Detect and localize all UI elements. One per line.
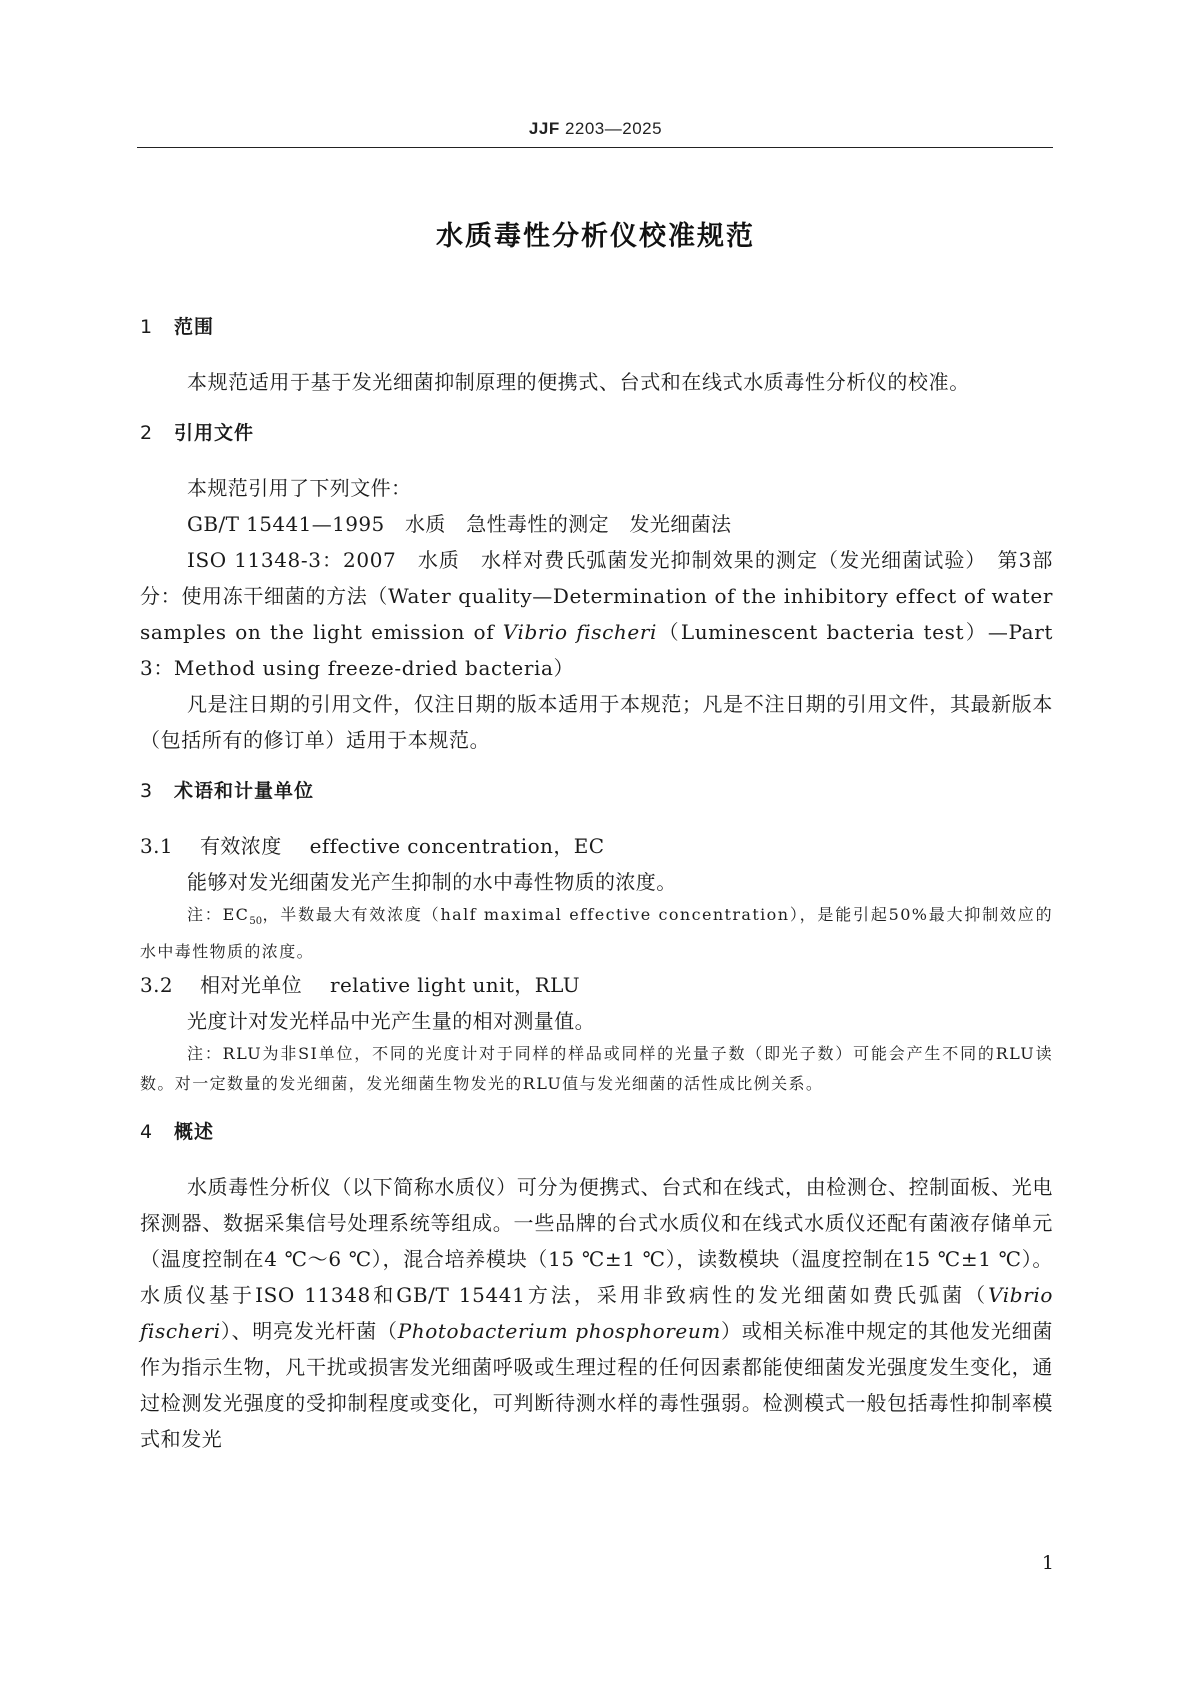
overview-paragraph: 水质毒性分析仪（以下简称水质仪）可分为便携式、台式和在线式，由检测仓、控制面板、光电探测器、数据采集信号处理系统等组成。一些品牌的台式水质仪和在线式水质仪还配有菌液存储单元（温度控制在4 ℃～6 ℃），混合培养模块（15 ℃±1 ℃），读数模块（温度控制在15 ℃±1 ℃）。水质仪基于ISO 11348和GB/T 15441方法，采用非致病性的发光细菌如费氏弧菌（Vibrio fischeri）、明亮发光杆菌（Photobacterium phosphoreum）或相关标准中规定的其他发光细菌作为指示生物，凡干扰或损害发光细菌呼吸或生理过程的任何因素都能使细菌发光强度发生变化，通过检测发光强度的受抑制程度或变化，可判断待测水样的毒性强弱。检测模式一般包括毒性抑制率模式和发光: [140, 1175, 1053, 1452]
species-name: Vibrio fischeri: [502, 620, 657, 644]
term-3-2-definition: 光度计对发光样品中光产生量的相对测量值。: [187, 1009, 595, 1034]
header-rule: [137, 147, 1053, 148]
reference-iso-11348-3: ISO 11348-3：2007 水质 水样对费氏弧菌发光抑制效果的测定（发光细菌试验） 第3部分：使用冻干细菌的方法（Water quality—Determination of the inhibitory effect of water samples on the light emission of Vibrio fischeri（Luminescent bacteria test）—Part 3：Method using freeze-dried bacteria）: [140, 548, 1053, 680]
term-3-2-note: 注：RLU为非SI单位，不同的光度计对于同样的样品或同样的光量子数（即光子数）可能会产生不同的RLU读数。对一定数量的发光细菌，发光细菌生物发光的RLU值与发光细菌的活性成比例关系。: [140, 1044, 1053, 1094]
term-3-1-definition: 能够对发光细菌发光产生抑制的水中毒性物质的浓度。: [187, 870, 677, 894]
references-intro: 本规范引用了下列文件：: [187, 476, 412, 500]
term-3-2: 3.2 相对光单位 relative light unit，RLU: [140, 973, 581, 998]
term-3-1: 3.1 有效浓度 effective concentration，EC: [140, 834, 605, 858]
standard-code-header: [0, 119, 1191, 139]
references-closing: 凡是注日期的引用文件，仅注日期的版本适用于本规范；凡是不注日期的引用文件，其最新版本（包括所有的修订单）适用于本规范。: [140, 692, 1053, 752]
document-title: 水质毒性分析仪校准规范: [436, 221, 755, 252]
section-heading-4: 4 概述: [140, 1121, 215, 1144]
species-name: Vibrio fischeri: [140, 1283, 1053, 1344]
reference-gb-t-15441: GB/T 15441—1995 水质 急性毒性的测定 发光细菌法: [187, 512, 732, 536]
section-heading-2: 2 引用文件: [140, 422, 255, 444]
document-body: [140, 312, 1053, 1457]
term-3-1-note: 注：$EC_{50}$，半数最大有效浓度（half maximal effective concentration），是能引起50%最大抑制效应的水中毒性物质的浓度。: [140, 905, 1053, 962]
page-number: 1: [1041, 1552, 1054, 1574]
section-heading-1: 1 范围: [140, 316, 215, 338]
standard-code-number: 2203—2025: [564, 119, 663, 138]
scope-paragraph: 本规范适用于基于发光细菌抑制原理的便携式、台式和在线式水质毒性分析仪的校准。: [187, 370, 970, 394]
section-heading-3: 3 术语和计量单位: [140, 780, 315, 802]
species-name: Photobacterium phosphoreum: [397, 1319, 721, 1344]
standard-code-prefix: JJF: [528, 119, 560, 138]
